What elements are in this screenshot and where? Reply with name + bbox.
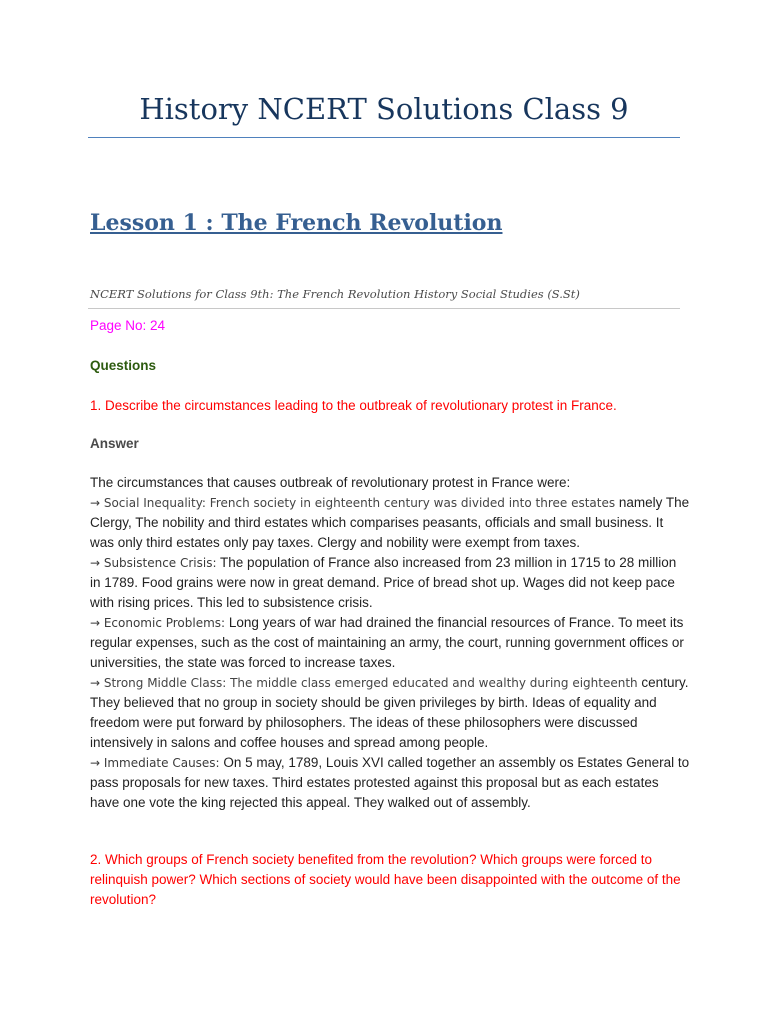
questions-heading: Questions <box>90 358 157 373</box>
answer-body <box>90 473 690 813</box>
point-text: century. They believed that no group in society should be given privileges by birth. Ideas of equality and freedom were put forward by philosophers. The ideas of these philosophers were discussed intensively in salons and coffee houses and spread among people. <box>90 675 689 750</box>
arrow-icon: → <box>90 616 101 630</box>
answer-point-social-inequality <box>90 493 690 553</box>
question-2: 2. Which groups of French society benefited from the revolution? Which groups were forced to relinquish power? Which sections of society would have been disappointed with the outcome of the revolution? <box>90 852 681 907</box>
point-label: Economic Problems: <box>103 616 226 630</box>
lesson-heading: Lesson 1 : The French Revolution <box>90 210 503 236</box>
answer-intro: The circumstances that causes outbreak of revolutionary protest in France were: <box>90 475 571 490</box>
arrow-icon: → <box>90 676 101 690</box>
arrow-icon: → <box>90 496 101 510</box>
point-label: Immediate Causes: <box>103 756 220 770</box>
document-subtitle: NCERT Solutions for Class 9th: The French Revolution History Social Studies (S.St) <box>90 287 580 301</box>
point-text: namely The Clergy, The nobility and third estates which comparises peasants, officials and small business. It was only third estates only pay taxes. Clergy and nobility were exempt from taxes. <box>90 495 690 550</box>
title-divider <box>88 137 680 138</box>
point-label: Social Inequality: French society in eighteenth century was divided into three estates <box>103 496 616 510</box>
arrow-icon: → <box>90 556 101 570</box>
page-number: Page No: 24 <box>90 318 166 333</box>
subtitle-divider <box>88 308 680 309</box>
answer-point-strong-middle-class <box>90 673 690 753</box>
question-1: 1. Describe the circumstances leading to the outbreak of revolutionary protest in France. <box>90 398 617 413</box>
answer-point-economic-problems <box>90 613 690 673</box>
point-label: Subsistence Crisis: <box>103 556 217 570</box>
point-text: Long years of war had drained the financial resources of France. To meet its regular expenses, such as the cost of maintaining an army, the court, running government offices or universities, the state was forced to increase taxes. <box>90 615 684 670</box>
arrow-icon: → <box>90 756 101 770</box>
point-text: The population of France also increased from 23 million in 1715 to 28 million in 1789. Food grains were now in great demand. Price of bread shot up. Wages did not keep pace with rising prices. This led to subsistence crisis. <box>90 555 677 610</box>
answer-point-subsistence-crisis <box>90 553 690 613</box>
point-label: Strong Middle Class: The middle class emerged educated and wealthy during eighteenth <box>103 676 638 690</box>
answer-point-immediate-causes <box>90 753 690 813</box>
point-text: On 5 may, 1789, Louis XVI called together an assembly os Estates General to pass proposals for new taxes. Third estates protested against this proposal but as each estates have one vote the king rejected this appeal. They walked out of assembly. <box>90 755 690 810</box>
document-title: History NCERT Solutions Class 9 <box>139 92 629 126</box>
answer-heading: Answer <box>90 436 139 451</box>
